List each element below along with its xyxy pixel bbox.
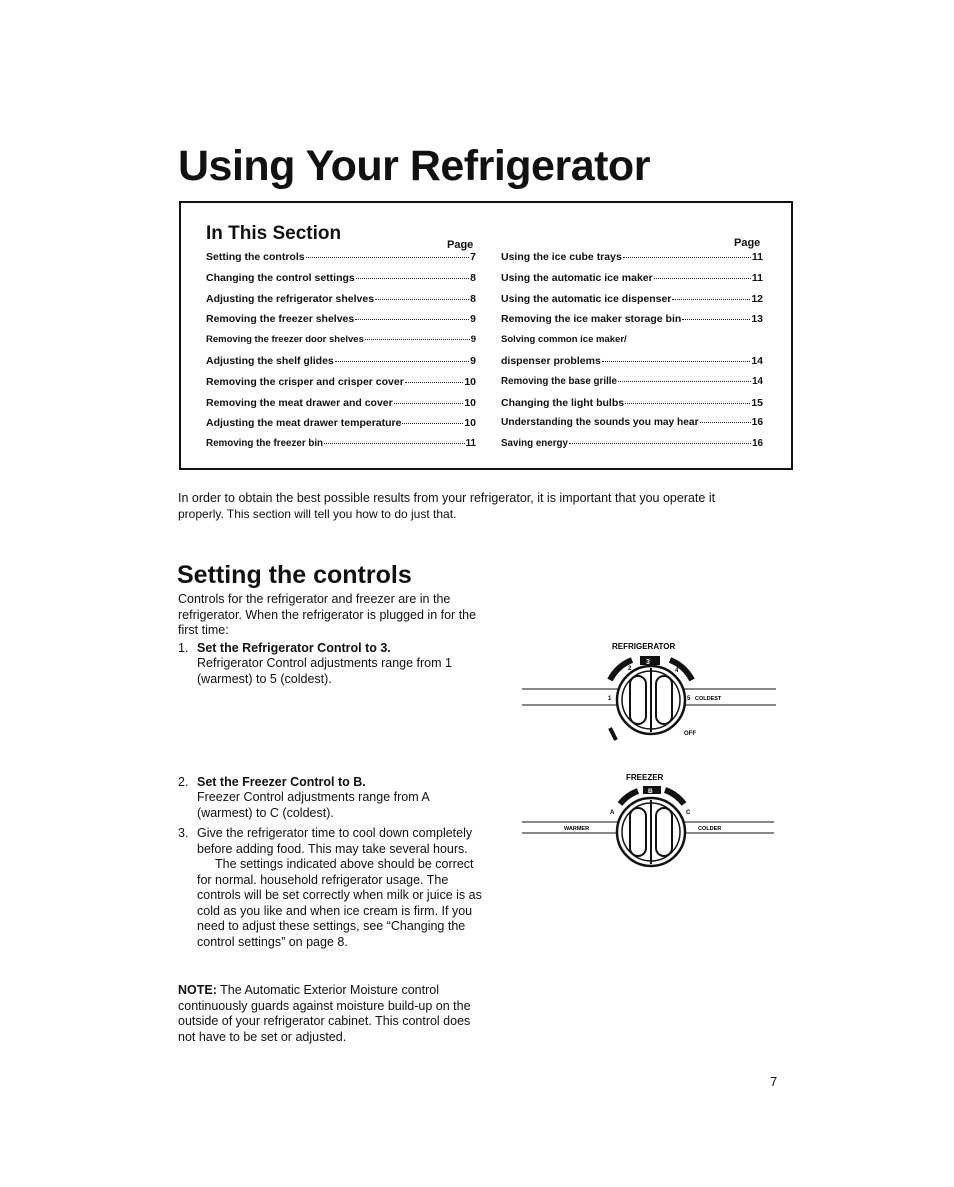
freezer-min-mark: A (610, 810, 615, 816)
toc-entry (206, 272, 476, 293)
toc-entry-label: Setting the controls (206, 251, 305, 263)
refrigerator-dial-illustration (520, 636, 780, 751)
toc-entry (501, 438, 763, 459)
intro-line-1: In order to obtain the best possible results from your refrigerator, it is important that you operate it (178, 491, 716, 505)
toc-leader (654, 278, 751, 279)
refrigerator-dial-label: REFRIGERATOR (612, 642, 676, 651)
toc-entry-page: 10 (464, 375, 476, 388)
step-body-text: Give the refrigerator time to cool down completely before adding food. This may take several hours. (197, 826, 473, 856)
step-body: Refrigerator Control adjustments range from 1 (warmest) to 5 (coldest). (197, 656, 452, 686)
toc-entry-page: 14 (751, 354, 763, 367)
toc-leader (618, 381, 751, 382)
toc-entry-label: dispenser problems (501, 354, 601, 367)
toc-leader (375, 299, 469, 300)
toc-entry-page: 13 (751, 313, 763, 326)
toc-leader (306, 257, 470, 258)
toc-leader (335, 361, 469, 362)
dial-mark-2: 2 (628, 666, 632, 672)
dial-min-mark: 1 (608, 696, 612, 702)
page-title: Using Your Refrigerator (178, 142, 650, 190)
page-number: 7 (770, 1074, 778, 1089)
toc-entry-label: Removing the base grille (501, 375, 617, 387)
freezer-max-mark: C (686, 810, 691, 816)
step-3 (178, 826, 483, 976)
toc-entry-label: Solving common ice maker/ (501, 334, 627, 346)
toc-entry (501, 293, 763, 314)
toc-entry-label: Adjusting the meat drawer temperature (206, 417, 402, 430)
toc-leader (569, 443, 751, 444)
toc-leader (700, 422, 751, 423)
toc-entry-page: 15 (751, 396, 763, 409)
toc-entry-page: 11 (465, 438, 476, 450)
toc-entry-label: Removing the freezer door shelves (206, 334, 364, 346)
section-contents-box (179, 201, 793, 470)
toc-entry-label: Understanding the sounds you may hear (501, 417, 699, 429)
toc-entry-label: Using the automatic ice dispenser (501, 292, 672, 305)
section-title: Setting the controls (177, 561, 412, 589)
freezer-dial-illustration (520, 768, 780, 880)
step-heading: Set the Freezer Control to B. (197, 775, 366, 789)
toc-entry (206, 251, 476, 272)
toc-entry (501, 251, 763, 272)
step-1 (178, 641, 483, 701)
step-body: Freezer Control adjustments range from A (warmest) to C (coldest). (197, 790, 430, 820)
toc-entry (206, 376, 476, 397)
toc-entry (501, 417, 763, 438)
note-label: NOTE: (178, 983, 217, 997)
note-text: The Automatic Exterior Moisture control continuously guards against moisture build-up on the outside of your refrigerator cabinet. This control does not have to be set or adjusted. (178, 983, 471, 1044)
toc-leader (365, 339, 470, 340)
step-body-text-2: The settings indicated above should be correct for normal. household refrigerator usage. The controls will be set correctly when milk or juice is as cold as you like and when ice cream is firm. If you need to adjust these settings, see “Changing the control settings” on page 8. (197, 857, 482, 949)
dial-pointer (640, 656, 660, 665)
toc-entry-page: 10 (464, 417, 476, 430)
toc-entry (501, 355, 763, 376)
toc-entry-page: 7 (470, 251, 476, 263)
dial-pointer-setting: 3 (646, 659, 650, 666)
section-intro: Controls for the refrigerator and freezer are in the refrigerator. When the refrigerator is plugged in for the first time: (178, 592, 477, 637)
toc-entry (206, 397, 476, 418)
toc-left-column (206, 251, 476, 459)
toc-entry-label: Removing the freezer bin (206, 438, 324, 450)
note-paragraph (178, 983, 478, 1045)
toc-entry-label: Saving energy (501, 438, 568, 450)
toc-entry-label: Using the automatic ice maker (501, 271, 653, 284)
toc-right-column (501, 251, 763, 459)
toc-entry-label: Removing the meat drawer and cover (206, 396, 393, 409)
toc-entry-page: 9 (470, 334, 476, 346)
toc-leader (672, 299, 750, 300)
toc-leader (625, 403, 750, 404)
toc-entry-page: 16 (752, 438, 763, 450)
toc-entry-label: Removing the ice maker storage bin (501, 313, 682, 326)
toc-entry (501, 313, 763, 334)
toc-leader (682, 319, 750, 320)
intro-paragraph (178, 490, 778, 522)
toc-leader (394, 403, 464, 404)
toc-entry (501, 376, 763, 397)
toc-entry-page: 11 (751, 271, 763, 284)
toc-leader (356, 278, 469, 279)
toc-page-header-right: Page (734, 237, 761, 249)
toc-entry-label: Using the ice cube trays (501, 251, 622, 263)
intro-line-2: properly. This section will tell you how to do just that. (178, 507, 457, 521)
toc-entry-page: 9 (470, 313, 476, 326)
step-number: 2. (178, 775, 189, 789)
toc-entry-page: 11 (751, 251, 763, 263)
toc-entry (206, 355, 476, 376)
step-body (197, 826, 487, 950)
toc-entry-page: 12 (751, 292, 763, 305)
toc-entry (501, 397, 763, 418)
toc-entry-page: 8 (470, 292, 476, 305)
toc-entry (501, 272, 763, 293)
toc-entry-label: Adjusting the refrigerator shelves (206, 292, 375, 305)
freezer-colder-label: COLDER (698, 826, 722, 832)
toc-entry (501, 334, 763, 355)
toc-entry (206, 334, 476, 355)
toc-leader (355, 319, 469, 320)
dial-off-label: OFF (684, 731, 696, 737)
toc-leader (402, 423, 463, 424)
toc-entry-label: Adjusting the shelf glides (206, 354, 334, 367)
toc-entry-label: Removing the crisper and crisper cover (206, 375, 404, 388)
step-heading: Set the Refrigerator Control to 3. (197, 641, 391, 655)
dial-scale-off-tick (610, 728, 616, 740)
step-number: 1. (178, 641, 189, 655)
dial-max-mark: 5 (687, 696, 691, 702)
toc-entry-page: 8 (470, 271, 476, 284)
step-number: 3. (178, 826, 189, 840)
toc-entry-label: Changing the light bulbs (501, 396, 625, 409)
dial-mark-4: 4 (675, 668, 679, 674)
freezer-dial-label: FREEZER (626, 773, 664, 782)
toc-leader (405, 382, 463, 383)
freezer-pointer-setting: B (648, 788, 653, 795)
toc-page-header-left: Page (447, 239, 474, 251)
toc-entry-page: 14 (752, 375, 763, 387)
toc-entry-label: Removing the freezer shelves (206, 313, 355, 326)
toc-entry-label: Changing the control settings (206, 271, 355, 284)
toc-entry (206, 293, 476, 314)
freezer-warmer-label: WARMER (564, 826, 590, 832)
toc-entry (206, 438, 476, 459)
toc-leader (602, 361, 751, 362)
toc-leader (324, 443, 465, 444)
toc-entry-page: 9 (470, 354, 476, 367)
toc-entry (206, 313, 476, 334)
toc-leader (623, 257, 751, 258)
dial-coldest-label: COLDEST (695, 696, 722, 702)
toc-entry-page: 16 (751, 417, 763, 429)
toc-heading: In This Section (206, 223, 342, 244)
toc-entry (206, 417, 476, 438)
toc-entry-page: 10 (464, 396, 476, 409)
